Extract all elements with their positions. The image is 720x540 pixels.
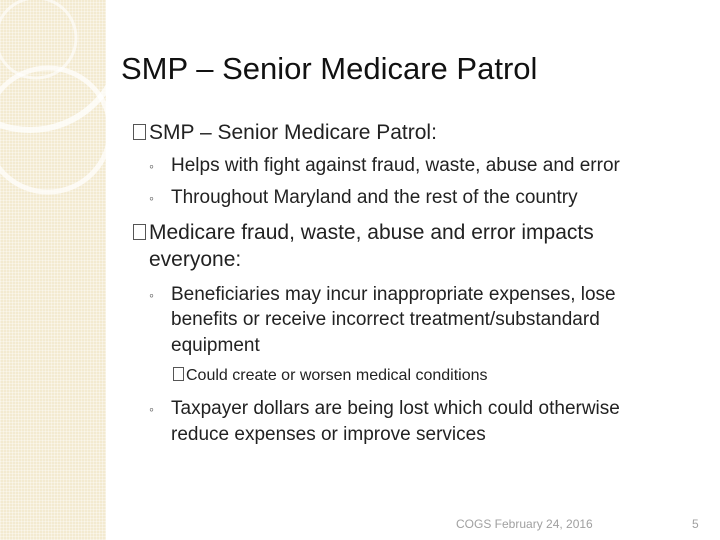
ring-bullet-icon: ◦ bbox=[149, 287, 154, 303]
footer-date: COGS February 24, 2016 bbox=[456, 517, 593, 531]
sub-bullet-text: Helps with fight against fraud, waste, abuse and error bbox=[171, 155, 620, 176]
bullet-box-icon bbox=[133, 124, 146, 140]
sub-sub-bullet-medical-conditions bbox=[173, 366, 487, 386]
bullet-box-icon bbox=[173, 367, 184, 381]
footer-page-number: 5 bbox=[692, 517, 699, 531]
bullet-impacts-everyone-cont bbox=[149, 248, 241, 272]
ring-bullet-icon: ◦ bbox=[149, 190, 154, 206]
sub-bullet-fight-fraud bbox=[149, 154, 620, 178]
sub-bullet-text-line2: reduce expenses or improve services bbox=[171, 424, 486, 445]
sub-bullet-beneficiaries-line3 bbox=[171, 334, 260, 357]
sub-bullet-text: Throughout Maryland and the rest of the country bbox=[171, 187, 578, 208]
sub-bullet-text-line2: benefits or receive incorrect treatment/substandard bbox=[171, 309, 600, 330]
bullet-impacts-everyone bbox=[133, 221, 594, 245]
sub-bullet-text-line1: Taxpayer dollars are being lost which could otherwise bbox=[171, 398, 620, 419]
bullet-text: SMP – Senior Medicare Patrol: bbox=[149, 121, 437, 144]
sub-bullet-beneficiaries bbox=[149, 283, 616, 307]
bullet-text-line1: Medicare fraud, waste, abuse and error impacts bbox=[149, 221, 594, 244]
bullet-smp bbox=[133, 121, 437, 145]
sub-bullet-taxpayer bbox=[149, 397, 620, 421]
slide-title: SMP – Senior Medicare Patrol bbox=[121, 51, 538, 86]
sub-bullet-taxpayer-line2 bbox=[171, 423, 486, 446]
sub-sub-bullet-text: Could create or worsen medical conditions bbox=[186, 367, 488, 384]
sub-bullet-throughout-maryland bbox=[149, 186, 578, 210]
ring-bullet-icon: ◦ bbox=[149, 401, 154, 417]
decorative-circles bbox=[0, 0, 106, 220]
decorative-circle-large bbox=[0, 0, 106, 130]
ring-bullet-icon: ◦ bbox=[149, 158, 154, 174]
sub-bullet-text-line1: Beneficiaries may incur inappropriate expenses, lose bbox=[171, 284, 616, 305]
sub-bullet-beneficiaries-line2 bbox=[171, 308, 600, 331]
bullet-box-icon bbox=[133, 224, 146, 240]
sub-bullet-text-line3: equipment bbox=[171, 335, 260, 356]
bullet-text-line2: everyone: bbox=[149, 248, 242, 271]
